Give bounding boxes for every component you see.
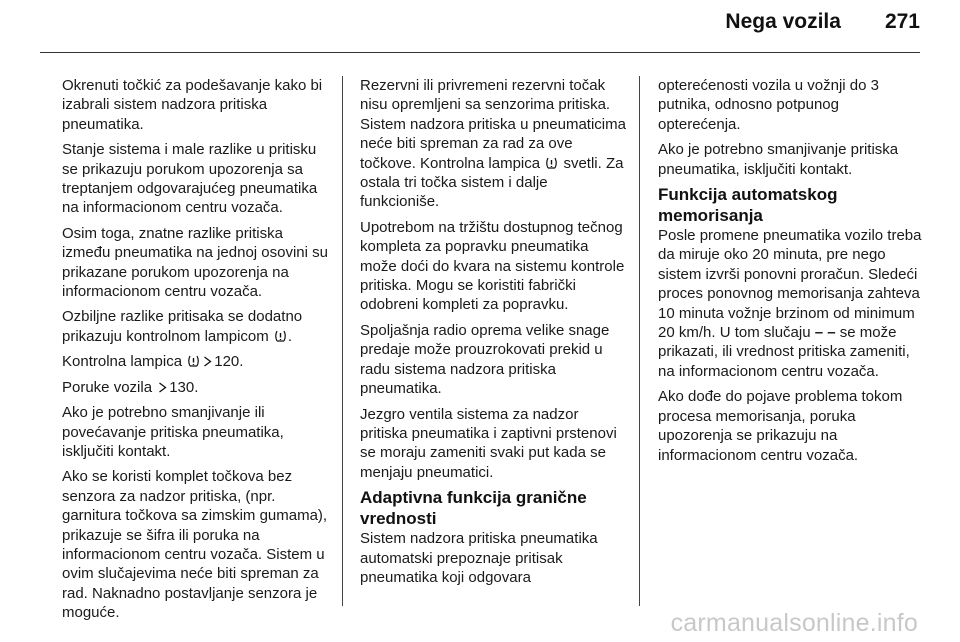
paragraph: Ako se koristi komplet točkova bez senzora za nadzor pritiska, (npr. garnitura točkova sa zimskim gumama), prikazuje se šifra ili poruka na informacionom centru vozača. Sistem u ovim slučajevima neće biti spreman za rad. Naknadno postavljanje senzora je moguće. [62, 468, 328, 622]
page-reference-arrow-icon[interactable] [158, 382, 167, 393]
text-run: . [287, 327, 293, 345]
paragraph: opterećenosti vozila u vožnji do 3 putnika, odnosno potpunog opterećenja. [658, 77, 879, 133]
tire-pressure-warning-icon [187, 355, 200, 367]
column-divider-2 [639, 76, 640, 606]
column-3 [658, 76, 924, 471]
paragraph: Ako je potrebno smanjivanje pritiska pneumatika, isključiti kontakt. [658, 141, 899, 178]
text-run: Kontrolna lampica [62, 353, 187, 371]
paragraph [360, 76, 626, 212]
column-1 [62, 76, 328, 629]
section-heading: Adaptivna funkcija granične vrednosti [360, 488, 587, 528]
paragraph: Spoljašnja radio oprema velike snage predaje može prouzrokovati prekid u radu sistema nadzora pritiska pneumatika. [360, 321, 610, 398]
paragraph: Stanje sistema i male razlike u pritisku se prikazuju porukom upozorenja sa treptanjem odgovarajućeg pneumatika na informacionom centru vozača. [62, 141, 318, 217]
tire-pressure-warning-icon [274, 330, 287, 342]
paragraph: Jezgro ventila sistema za nadzor pritiska pneumatika i zaptivni prstenovi se moraju zameniti svaki put kada se menjaju pneumatici. [360, 405, 617, 481]
text-run: 120. [214, 353, 244, 371]
text-run: svetli. Za ostala tri točka sistem i dalje funkcioniše. [360, 154, 624, 211]
text-run: Poruke vozila [62, 378, 157, 396]
text-run: se može prikazati, ili vrednost pritiska zameniti, na informacionom centru vozača. [658, 324, 910, 380]
section-heading: Funkcija automatskog memorisanja [658, 185, 838, 225]
watermark: carmanualsonline.info [670, 609, 918, 637]
column-2 [360, 76, 626, 593]
text-run: Ozbiljne razlike pritisaka se dodatno prikazuju kontrolnom lampicom [62, 308, 303, 345]
page-title: Nega vozila [725, 10, 841, 33]
paragraph: Osim toga, znatne razlike pritiska između pneumatika na jednoj osovini su prikazane porukom upozorenja na informacionom centru vozača. [62, 224, 328, 301]
page-header [725, 10, 920, 34]
tire-pressure-warning-icon [545, 157, 558, 169]
text-run: 130. [169, 378, 199, 396]
paragraph: Okrenuti točkić za podešavanje kako bi izabrali sistem nadzora pritiska pneumatika. [62, 77, 323, 133]
paragraph [62, 378, 328, 397]
text-run: Posle promene pneumatika vozilo treba da miruje oko 20 minuta, pre nego sistem izvrši ponovni proračun. Sledeći proces ponovnog memorisanja zahteva 10 minuta vožnje brzinom od minimum 20 km/h. U tom slučaju [658, 227, 922, 342]
paragraph: Upotrebom na tržištu dostupnog tečnog kompleta za popravku pneumatika može doći do kvara na sistemu kontrole pritiska. Mogu se koristiti fabrički odobreni kompleti za popravku. [360, 218, 625, 314]
paragraph [62, 307, 328, 346]
column-divider-1 [342, 76, 343, 606]
display-dashes: – – [814, 324, 836, 342]
page-number: 271 [884, 10, 920, 33]
paragraph [658, 226, 924, 381]
header-rule [40, 52, 920, 53]
paragraph [62, 352, 328, 371]
paragraph: Ako je potrebno smanjivanje ili povećavanje pritiska pneumatika, isključiti kontakt. [62, 404, 284, 460]
paragraph: Ako dođe do pojave problema tokom procesa memorisanja, poruka upozorenja se prikazuju na informacionom centru vozača. [658, 388, 903, 464]
paragraph: Sistem nadzora pritiska pneumatika automatski prepoznaje pritisak pneumatika koji odgovara [360, 530, 598, 586]
page-reference-arrow-icon[interactable] [203, 356, 212, 367]
text-run: Rezervni ili privremeni rezervni točak nisu opremljeni sa senzorima pritiska. Sistem nadzora pritiska u pneumaticima neće biti spreman za rad za ove točkove. Kontrolna lampica [360, 77, 626, 172]
